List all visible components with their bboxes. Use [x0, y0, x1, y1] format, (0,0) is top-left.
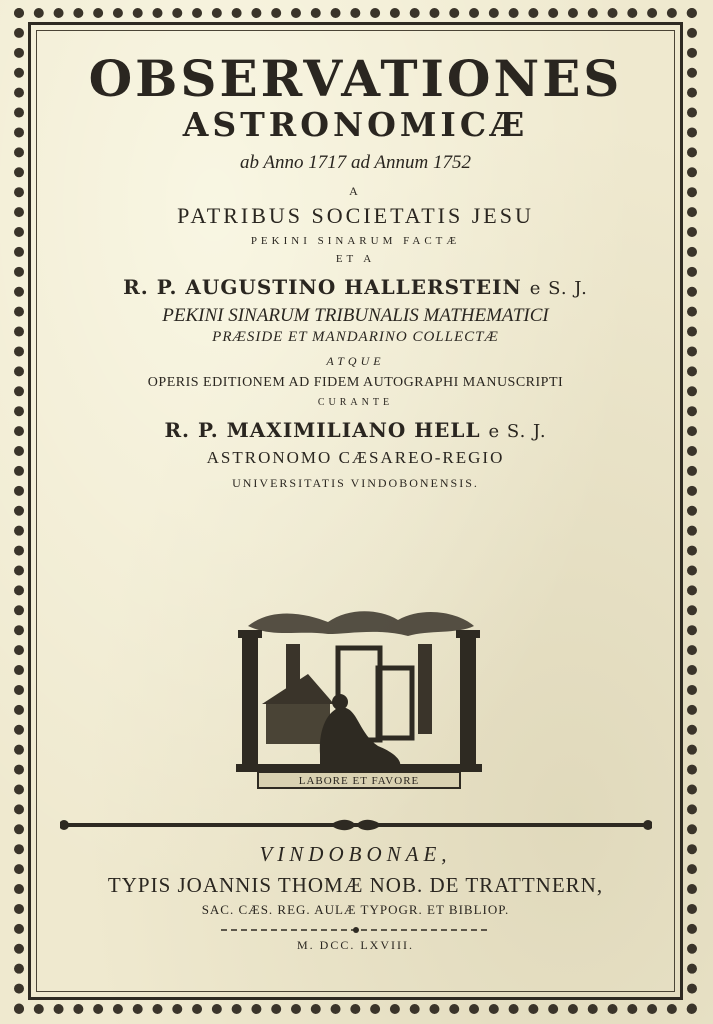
main-subtitle: ASTRONOMICÆ: [182, 105, 529, 144]
editor-line: [40, 418, 671, 442]
patribus-line: PATRIBUS SOCIETATIS JESU: [177, 203, 534, 228]
conjunction-et-a: ET A: [335, 253, 376, 265]
imprint-year: M. DCC. LXVIII.: [297, 938, 414, 952]
vignette-motto: LABORE ET FAVORE: [298, 775, 420, 787]
atque-line: ATQUE: [326, 354, 385, 368]
editor-name: R. P. MAXIMILIANO HELL: [164, 418, 481, 442]
curante-line: CURANTE: [317, 397, 394, 408]
universitatis-line: UNIVERSITATIS VINDOBONENSIS.: [232, 476, 479, 490]
praeside-line: PRÆSIDE ET MANDARINO COLLECTÆ: [212, 329, 499, 345]
engraved-vignette: [228, 604, 490, 792]
imprint-printer: TYPIS JOANNIS THOMÆ NOB. DE TRATTNERN,: [107, 873, 604, 897]
operis-line: OPERIS EDITIONEM AD FIDEM AUTOGRAPHI MANUSCRIPTI: [147, 375, 564, 390]
small-ornamental-rule: [221, 924, 491, 936]
conjunction-a: A: [349, 184, 362, 198]
pekini-factae-line: PEKINI SINARUM FACTÆ: [250, 235, 461, 247]
main-title: OBSERVATIONES: [88, 49, 623, 108]
author-name: R. P. AUGUSTINO HALLERSTEIN: [123, 275, 522, 299]
years-line: ab Anno 1717 ad Annum 1752: [240, 152, 471, 173]
ornamental-divider: [60, 818, 652, 832]
astronomo-line: ASTRONOMO CÆSAREO-REGIO: [206, 448, 505, 467]
title-block: [40, 40, 671, 491]
imprint-block: [40, 842, 671, 953]
tribunal-line: PEKINI SINARUM TRIBUNALIS MATHEMATICI: [162, 305, 549, 326]
imprint-printer-role: SAC. CÆS. REG. AULÆ TYPOGR. ET BIBLIOP.: [201, 902, 510, 917]
author-suffix: e S. J.: [529, 278, 588, 299]
editor-suffix: e S. J.: [488, 421, 547, 442]
author-line: [40, 275, 671, 299]
imprint-city: VINDOBONAE,: [259, 842, 452, 866]
